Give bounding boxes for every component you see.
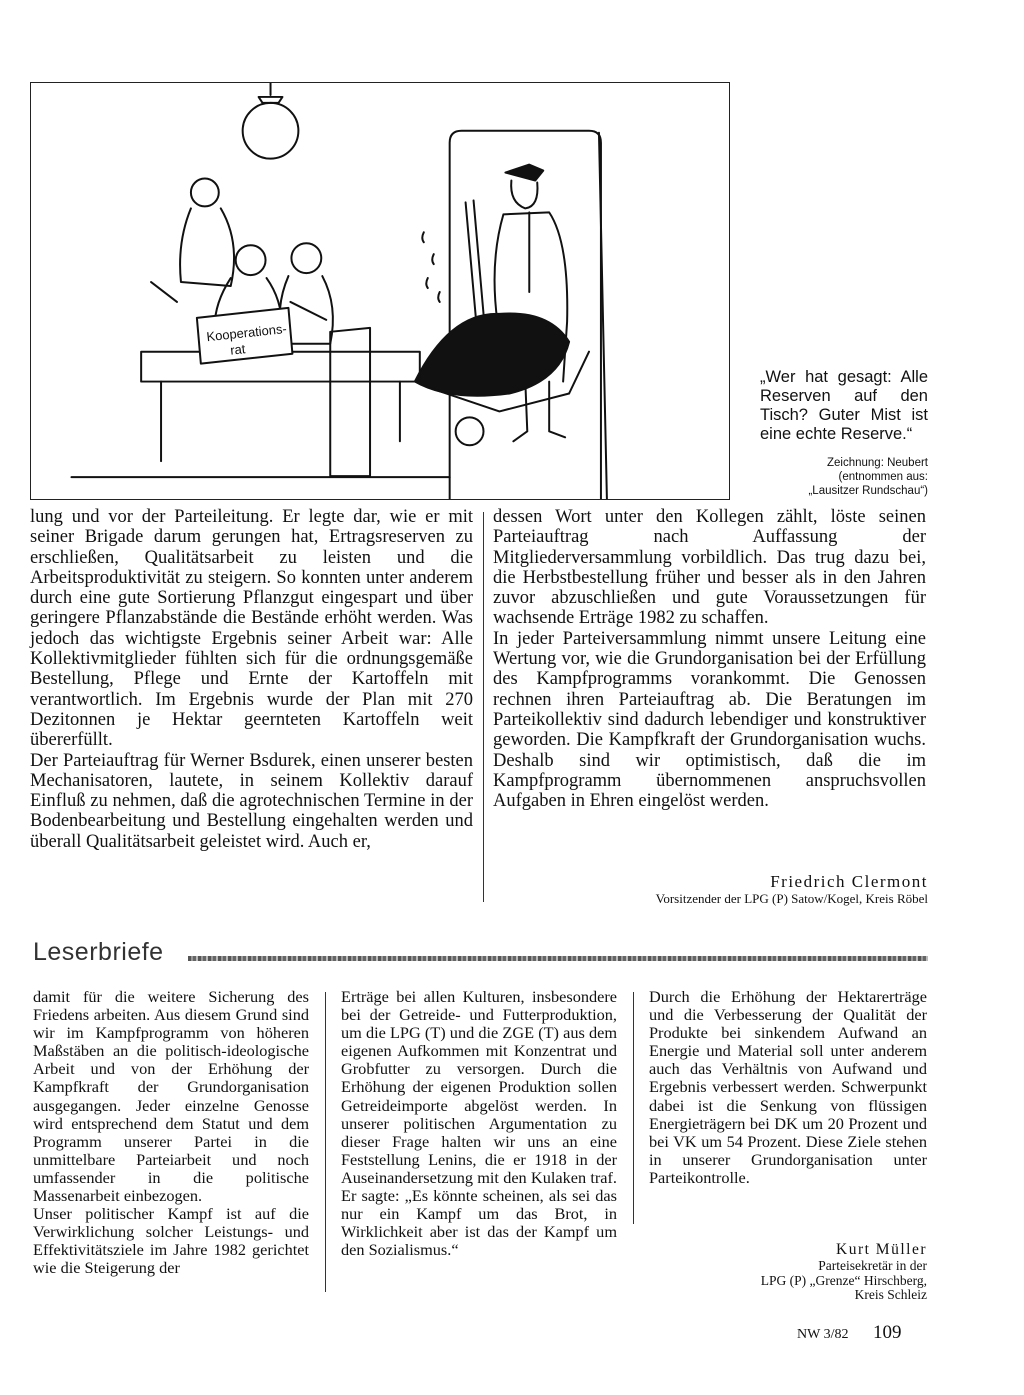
article-column-right [493,507,926,811]
article-author-role: Vorsitzender der LPG (P) Satow/Kogel, Kreis Röbel [655,891,928,906]
letters-column-3 [649,988,927,1187]
column-divider [325,992,326,1292]
article-paragraph: lung und vor der Parteileitung. Er legte dar, wie er mit seiner Brigade darum gerungen hat, Ertragsreserven zu erschließen, Qualitätsarbeit zu leisten und die Arbeitsproduktivität zu steigern. So konnten unter anderem durch eine gute Sortierung Pflanzgut eingespart und über geringere Pflanzabstände die Bestände erhöht werden. Was jedoch das wichtigste Ergebnis seiner Arbeit war: Alle Kollektivmitglieder fühlten sich für die ordnungsgemäße Bestellung, Pflege und Ernte der Kartoffeln mit verantwortlich. Im Ergebnis wurde der Plan mit 270 Dezitonnen je Hektar geernteten Kartoffeln weit übererfüllt. [30,507,473,751]
letter-author: Kurt Müller [836,1241,927,1258]
issue-number: NW 3/82 [797,1327,849,1342]
column-divider [483,512,484,902]
cartoon-sign-line1: Kooperations- [205,320,288,345]
cartoon-caption: „Wer hat gesagt: Alle Reserven auf den Tisch? Guter Mist ist eine echte Reserve.“ [760,368,928,443]
letter-paragraph: Unser politischer Kampf ist auf die Verwirklichung solcher Leistungs- und Effektivitätsziele im Jahre 1982 gerichtet wie die Steigerung der [33,1204,309,1278]
article-paragraph: dessen Wort unter den Kollegen zählt, löste seinen Parteiauftrag nach Auffassung der Mitgliederversammlung vorbildlich. Das trug dazu bei, die Herbstbestellung früher und besser als in den Jahren zuvor abzuschließen und gute Voraussetzungen für wachsende Erträge 1982 zu schaffen. [493,507,926,629]
article-column-left [30,507,473,852]
cartoon-sign-line2: rat [229,341,247,358]
cartoon-credit [740,456,928,498]
letters-column-2 [341,988,617,1259]
page-number: 109 [873,1322,902,1343]
section-heading: Leserbriefe [33,938,164,966]
letter-author-role [680,1259,927,1303]
letter-paragraph: Erträge bei allen Kulturen, insbesondere bei der Getreide- und Futterproduktion, um die LPG (T) und die ZGE (T) aus dem eigenen Aufkommen mit Konzentrat und Grobfutter zu versorgen. Durch die Erhöhung der eigenen Produktion sollen Getreideimporte abgelöst werden. In unserer politischen Argumentation zu dieser Frage halten wir uns an eine Feststellung Lenins, die er 1918 in der Auseinandersetzung mit den Kulaken traf. Er sagte: „Es könnte scheinen, als sei das nur ein Kampf um das Brot, in Wirklichkeit aber ist das der Kampf um den Sozialismus.“ [341,987,617,1260]
role-line1: Parteisekretär in der [818,1258,927,1273]
section-rule [188,956,928,961]
role-line3: Kreis Schleiz [854,1287,927,1302]
column-divider [633,992,634,1224]
article-paragraph: Der Parteiauftrag für Werner Bsdurek, einen unserer besten Mechanisatoren, lautete, in seinem Kollektiv darauf Einfluß zu nehmen, daß die agrotechnischen Termine in der Bodenbearbeitung und Bestellung eingehalten werden und überall Qualitätsarbeit geleistet wird. Auch er, [30,750,473,852]
cartoon-illustration [30,82,730,500]
role-line2: LPG (P) „Grenze“ Hirschberg, [760,1272,927,1288]
credit-line2: (entnommen aus: [838,471,928,483]
credit-line1: Zeichnung: Neubert [826,457,928,469]
credit-line3: „Lausitzer Rundschau“) [808,485,928,497]
article-author: Friedrich Clermont [770,872,928,891]
article-paragraph: In jeder Parteiversammlung nimmt unsere Leitung eine Wertung vor, wie die Grundorganisation bei der Erfüllung des Kampfprogramms vorankommt. Die Genossen rechnen ihren Parteiauftrag ab. Die Beratungen im Parteikollektiv sind dadurch lebendiger und konstruktiver geworden. Die Kampfkraft der Grundorganisation wuchs. Deshalb sind wir optimistisch, daß die im Kampfprogramm übernommenen anspruchsvollen Aufgaben in Ehren eingelöst werden. [493,628,926,812]
cartoon-drawing [31,83,729,499]
letter-paragraph: damit für die weitere Sicherung des Friedens arbeiten. Aus diesem Grund sind wir im Kampfprogramm von höheren Maßstäben an die politisch-ideologische Arbeit und von der Erhöhung der Kampfkraft der Grundorganisation ausgegangen. Jeder einzelne Genosse wird entsprechend dem Statut und dem Programm unserer Partei in die unmittelbare Parteiarbeit und noch umfassender in die politische Massenarbeit einbezogen. [33,987,309,1206]
letter-paragraph: Durch die Erhöhung der Hektarerträge und die Verbesserung der Qualität der Produkte bei sinkendem Aufwand an Energie und Material soll unter anderem auch das Verhältnis von Aufwand und Ergebnis verbessert werden. Schwerpunkt dabei ist die Senkung von flüssigen Energieträgern bei DK um 20 Prozent und bei VK um 54 Prozent. Diese Ziele stehen in unserer Grundorganisation unter Parteikontrolle. [649,987,927,1187]
letters-column-1 [33,988,309,1278]
